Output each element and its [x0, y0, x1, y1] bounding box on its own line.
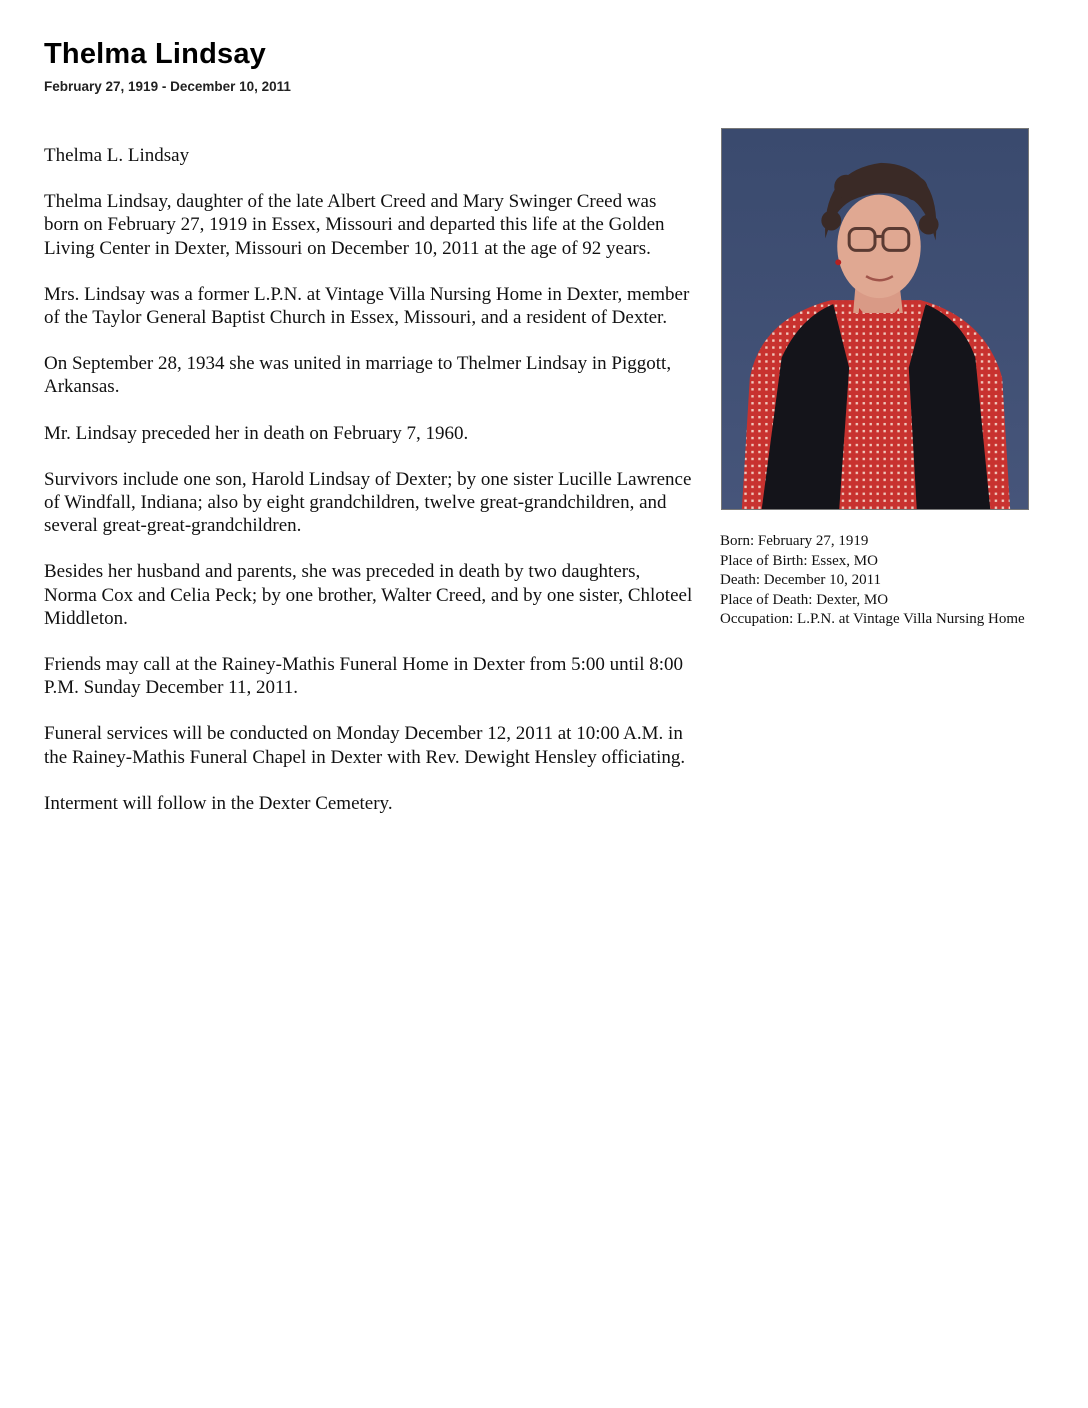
obituary-paragraph: Survivors include one son, Harold Lindsay of Dexter; by one sister Lucille Lawrence of Windfall, Indiana; also by eight grandchildren, twelve great-grandchildren, and several great-great-grandchildren. [44, 468, 692, 537]
obituary-paragraph: Friends may call at the Rainey-Mathis Funeral Home in Dexter from 5:00 until 8:00 P.M. Sunday December 11, 2011. [44, 654, 684, 699]
portrait-photo [721, 128, 1029, 510]
fact-place-of-death: Place of Death: Dexter, MO [720, 591, 889, 608]
page-title: Thelma Lindsay [44, 38, 266, 70]
obituary-heading: Thelma L. Lindsay [44, 145, 190, 166]
obituary-paragraph: Mr. Lindsay preceded her in death on February 7, 1960. [44, 422, 469, 444]
obituary-paragraph: Mrs. Lindsay was a former L.P.N. at Vintage Villa Nursing Home in Dexter, member of the Taylor General Baptist Church in Essex, Missouri, and a resident of Dexter. [44, 283, 690, 329]
vital-facts [720, 532, 1050, 630]
obituary-text [44, 144, 694, 838]
obituary-paragraph: Funeral services will be conducted on Monday December 12, 2011 at 10:00 A.M. in the Rainey-Mathis Funeral Chapel in Dexter with Rev. Dewight Hensley officiating. [44, 723, 686, 768]
obituary-paragraph: Besides her husband and parents, she was preceded in death by two daughters, Norma Cox and Celia Peck; by one brother, Walter Creed, and by one sister, Chloteel Middleton. [44, 561, 693, 629]
life-dates: February 27, 1919 - December 10, 2011 [44, 79, 291, 94]
fact-occupation: Occupation: L.P.N. at Vintage Villa Nursing Home [720, 611, 1025, 627]
fact-born: Born: February 27, 1919 [720, 533, 869, 549]
fact-death: Death: December 10, 2011 [720, 572, 882, 588]
obituary-paragraph: Thelma Lindsay, daughter of the late Albert Creed and Mary Swinger Creed was born on February 27, 1919 in Essex, Missouri and departed this life at the Golden Living Center in Dexter, Missouri on December 10, 2011 at the age of 92 years. [44, 191, 665, 259]
obituary-paragraph: Interment will follow in the Dexter Cemetery. [44, 792, 393, 814]
fact-place-of-birth: Place of Birth: Essex, MO [720, 552, 878, 569]
portrait-illustration [722, 129, 1028, 509]
obituary-paragraph: On September 28, 1934 she was united in marriage to Thelmer Lindsay in Piggott, Arkansas. [44, 353, 672, 398]
